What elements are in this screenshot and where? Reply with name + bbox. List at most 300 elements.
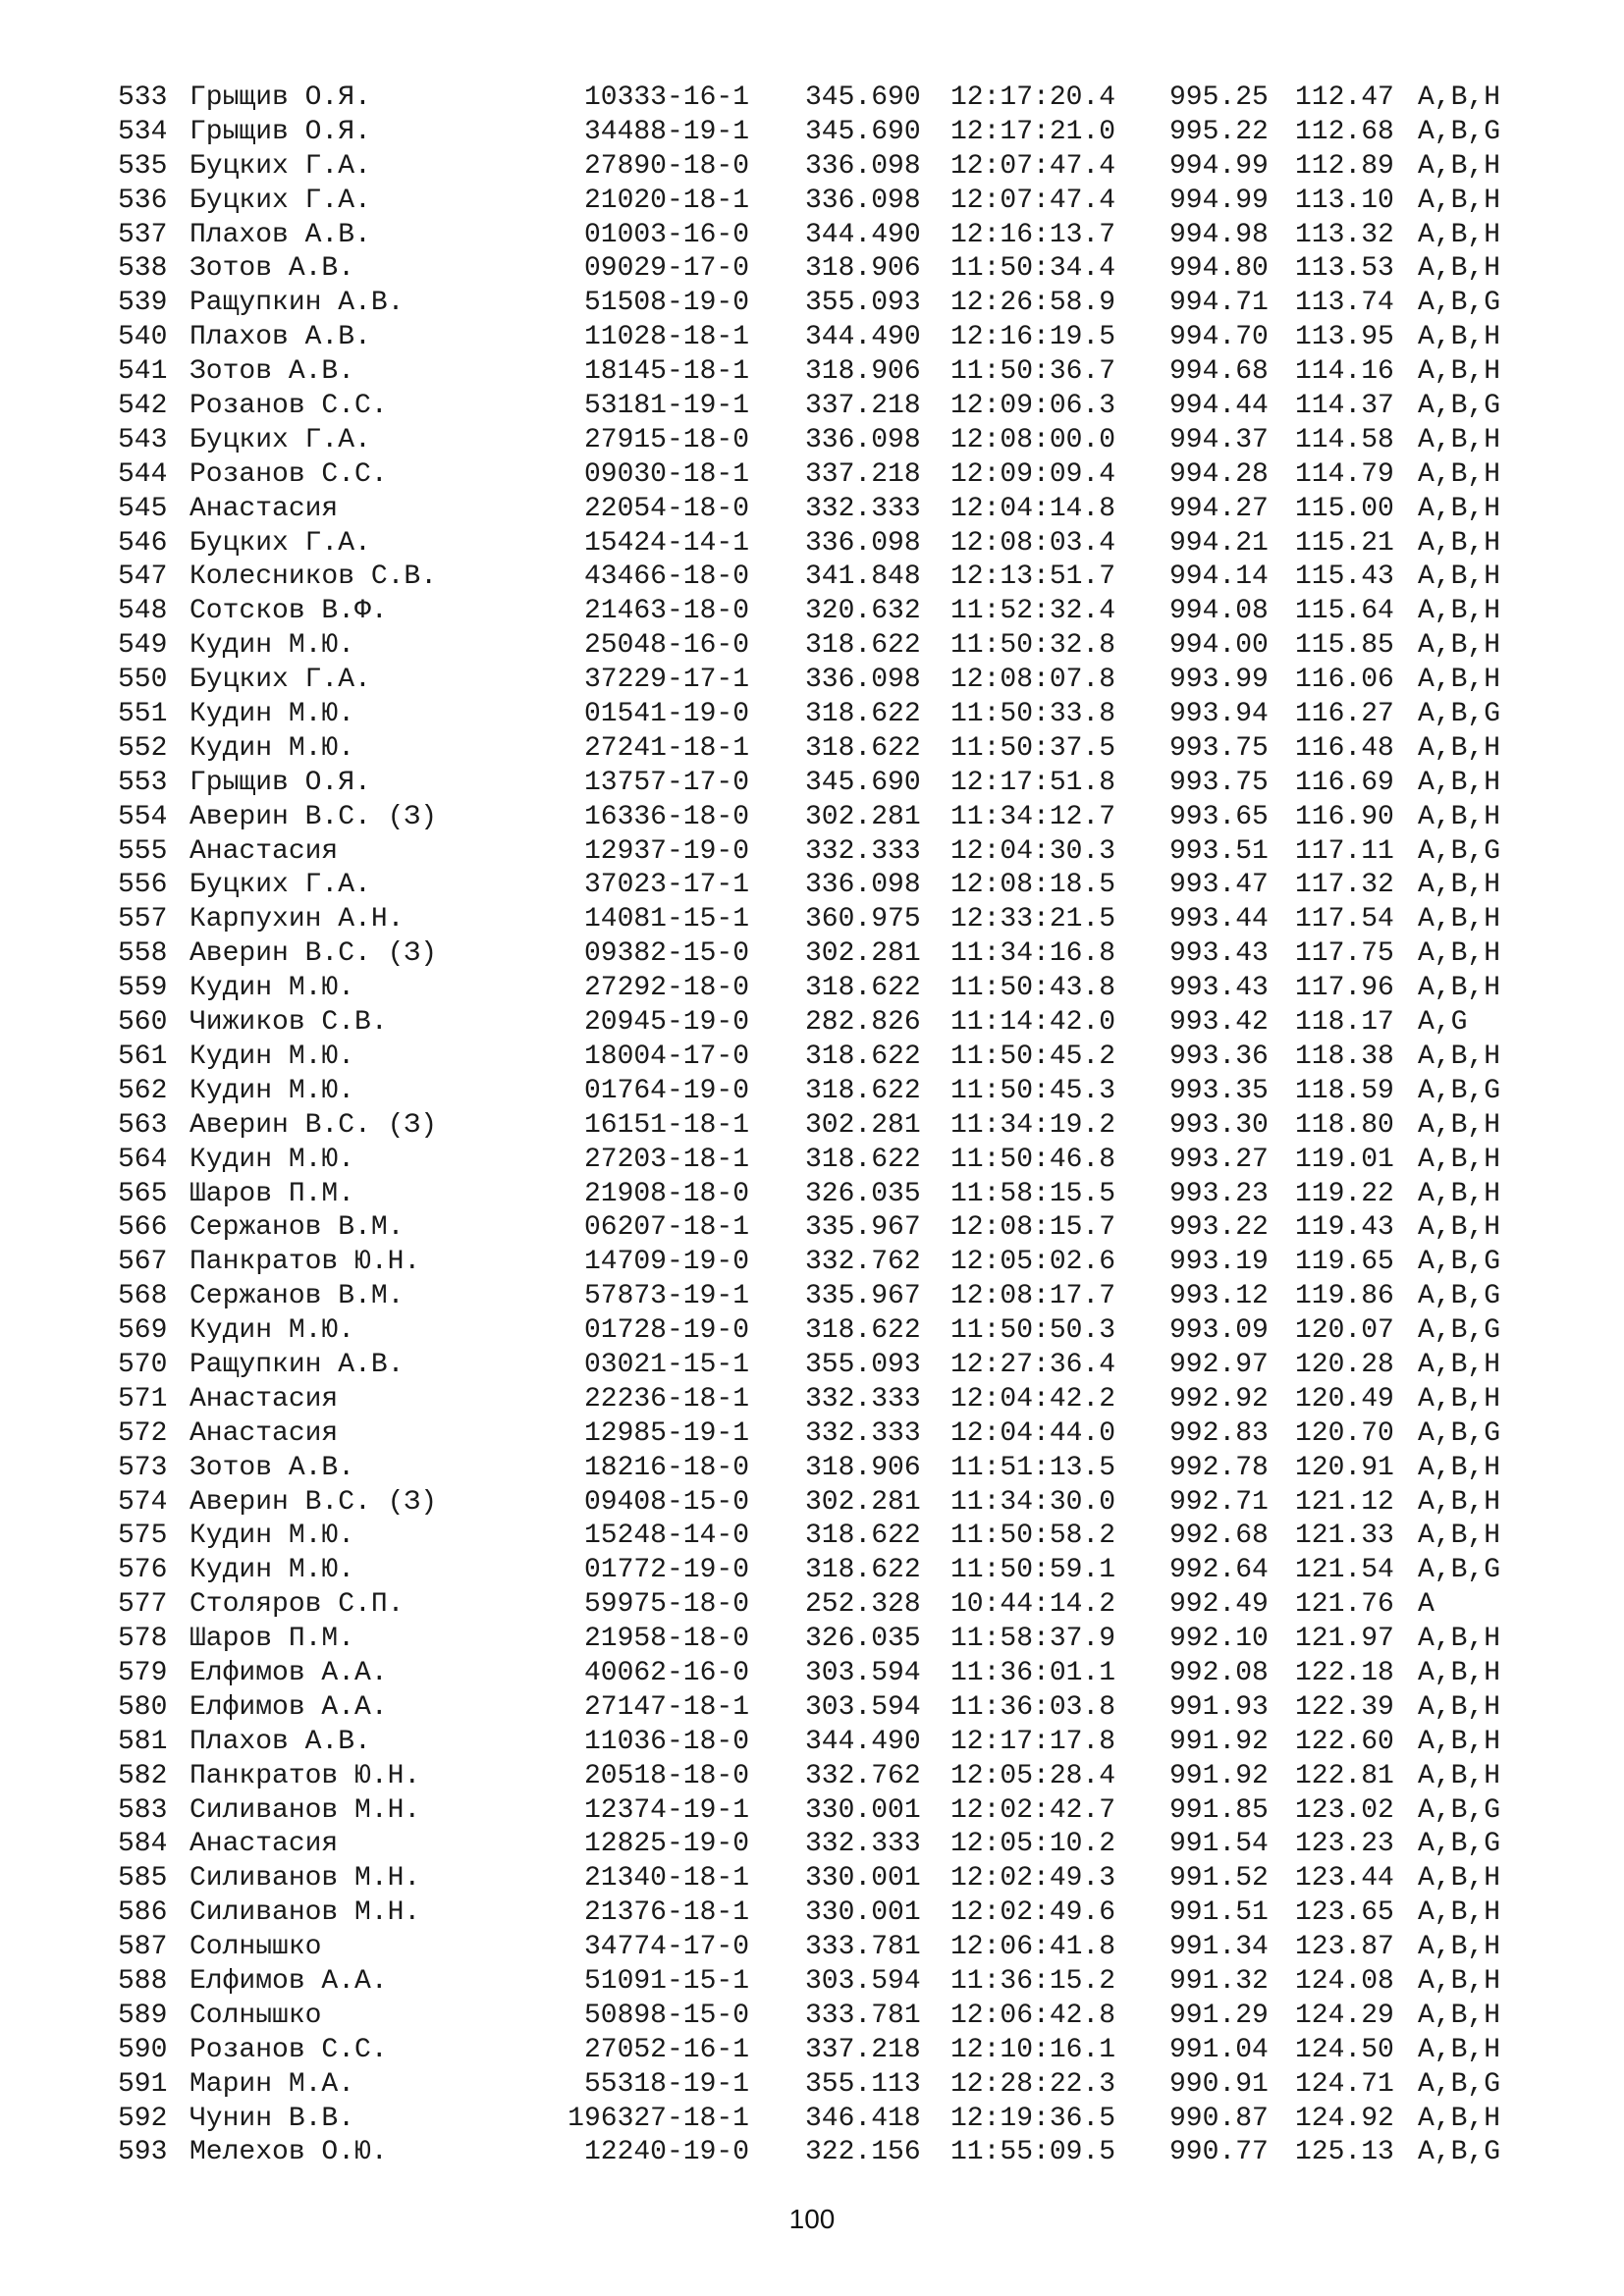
row-number: 555 xyxy=(118,835,168,867)
arrival-time: 12:17:21.0 xyxy=(950,116,1116,147)
participant-name: Силиванов М.Н. xyxy=(189,1863,421,1895)
row-number: 593 xyxy=(118,2137,168,2168)
participant-name: Аверин В.С. (З) xyxy=(189,938,438,970)
distance-value: 303.594 xyxy=(805,1965,921,1997)
distance-value: 355.093 xyxy=(805,1349,921,1380)
table-row xyxy=(0,1862,1624,1896)
ring-id: 196327-18-1 xyxy=(568,2103,749,2134)
speed-value: 991.85 xyxy=(1169,1794,1269,1826)
participant-name: Грыщив О.Я. xyxy=(189,82,371,113)
arrival-time: 10:44:14.2 xyxy=(950,1589,1116,1621)
category-flags: A,B,G xyxy=(1418,391,1501,422)
participant-name: Чижиков С.В. xyxy=(189,1007,388,1039)
arrival-time: 11:36:01.1 xyxy=(950,1657,1116,1688)
coefficient-value: 122.39 xyxy=(1295,1691,1394,1723)
distance-value: 332.333 xyxy=(805,1829,921,1860)
category-flags: A,B,G xyxy=(1418,1417,1501,1449)
row-number: 536 xyxy=(118,185,168,216)
table-row xyxy=(0,1280,1624,1314)
category-flags: A,B,H xyxy=(1418,1041,1501,1072)
coefficient-value: 118.59 xyxy=(1295,1075,1394,1106)
speed-value: 990.77 xyxy=(1169,2137,1269,2168)
participant-name: Анастасия xyxy=(189,493,339,524)
category-flags: A,B,H xyxy=(1418,1383,1501,1415)
page-number: 100 xyxy=(788,2204,836,2234)
speed-value: 991.92 xyxy=(1169,1760,1269,1791)
distance-value: 282.826 xyxy=(805,1007,921,1039)
table-row xyxy=(0,2034,1624,2068)
table-row xyxy=(0,869,1624,903)
category-flags: A,B,H xyxy=(1418,1932,1501,1963)
ring-id: 15248-14-0 xyxy=(583,1521,749,1552)
participant-name: Силиванов М.Н. xyxy=(189,1794,421,1826)
coefficient-value: 121.97 xyxy=(1295,1624,1394,1655)
participant-name: Розанов С.С. xyxy=(189,458,388,490)
row-number: 583 xyxy=(118,1794,168,1826)
table-row xyxy=(0,1041,1624,1075)
table-row xyxy=(0,629,1624,664)
speed-value: 993.99 xyxy=(1169,665,1269,696)
category-flags: A,B,G xyxy=(1418,1075,1501,1106)
table-row xyxy=(0,493,1624,527)
category-flags: A,B,H xyxy=(1418,322,1501,353)
participant-name: Сержанов В.М. xyxy=(189,1212,405,1244)
distance-value: 336.098 xyxy=(805,527,921,559)
coefficient-value: 119.65 xyxy=(1295,1247,1394,1278)
arrival-time: 12:04:14.8 xyxy=(950,493,1116,524)
coefficient-value: 120.91 xyxy=(1295,1452,1394,1483)
row-number: 567 xyxy=(118,1247,168,1278)
table-row xyxy=(0,116,1624,150)
row-number: 541 xyxy=(118,356,168,388)
coefficient-value: 120.49 xyxy=(1295,1383,1394,1415)
ring-id: 25048-16-0 xyxy=(583,630,749,662)
coefficient-value: 114.58 xyxy=(1295,424,1394,455)
row-number: 558 xyxy=(118,938,168,970)
ring-id: 18004-17-0 xyxy=(583,1041,749,1072)
ring-id: 43466-18-0 xyxy=(583,561,749,593)
distance-value: 302.281 xyxy=(805,801,921,832)
arrival-time: 11:50:36.7 xyxy=(950,356,1116,388)
row-number: 582 xyxy=(118,1760,168,1791)
arrival-time: 12:08:15.7 xyxy=(950,1212,1116,1244)
table-row xyxy=(0,1588,1624,1623)
coefficient-value: 123.44 xyxy=(1295,1863,1394,1895)
coefficient-value: 116.27 xyxy=(1295,699,1394,730)
category-flags: A,B,H xyxy=(1418,767,1501,798)
arrival-time: 11:50:43.8 xyxy=(950,973,1116,1004)
category-flags: A,B,G xyxy=(1418,116,1501,147)
participant-name: Анастасия xyxy=(189,1383,339,1415)
table-row xyxy=(0,2068,1624,2103)
participant-name: Кудин М.Ю. xyxy=(189,630,355,662)
distance-value: 336.098 xyxy=(805,665,921,696)
table-row xyxy=(0,1006,1624,1041)
coefficient-value: 115.64 xyxy=(1295,596,1394,627)
coefficient-value: 112.89 xyxy=(1295,150,1394,182)
arrival-time: 12:08:18.5 xyxy=(950,870,1116,901)
distance-value: 336.098 xyxy=(805,870,921,901)
ring-id: 27203-18-1 xyxy=(583,1144,749,1175)
coefficient-value: 113.10 xyxy=(1295,185,1394,216)
speed-value: 993.22 xyxy=(1169,1212,1269,1244)
distance-value: 318.622 xyxy=(805,1315,921,1347)
distance-value: 360.975 xyxy=(805,904,921,935)
ring-id: 55318-19-1 xyxy=(583,2068,749,2100)
arrival-time: 11:50:34.4 xyxy=(950,253,1116,285)
arrival-time: 12:16:19.5 xyxy=(950,322,1116,353)
speed-value: 993.43 xyxy=(1169,973,1269,1004)
table-row xyxy=(0,1965,1624,2000)
arrival-time: 12:27:36.4 xyxy=(950,1349,1116,1380)
distance-value: 333.781 xyxy=(805,2000,921,2031)
distance-value: 344.490 xyxy=(805,1726,921,1757)
table-row xyxy=(0,1794,1624,1829)
coefficient-value: 117.32 xyxy=(1295,870,1394,901)
arrival-time: 12:26:58.9 xyxy=(950,288,1116,319)
row-number: 590 xyxy=(118,2034,168,2065)
coefficient-value: 120.28 xyxy=(1295,1349,1394,1380)
table-row xyxy=(0,1314,1624,1349)
speed-value: 992.08 xyxy=(1169,1657,1269,1688)
distance-value: 332.333 xyxy=(805,493,921,524)
participant-name: Шаров П.М. xyxy=(189,1178,355,1209)
arrival-time: 11:50:46.8 xyxy=(950,1144,1116,1175)
ring-id: 14081-15-1 xyxy=(583,904,749,935)
coefficient-value: 118.38 xyxy=(1295,1041,1394,1072)
arrival-time: 11:58:37.9 xyxy=(950,1624,1116,1655)
category-flags: A,B,H xyxy=(1418,2103,1501,2134)
speed-value: 994.14 xyxy=(1169,561,1269,593)
coefficient-value: 124.29 xyxy=(1295,2000,1394,2031)
category-flags: A,B,H xyxy=(1418,1691,1501,1723)
row-number: 585 xyxy=(118,1863,168,1895)
table-row xyxy=(0,595,1624,629)
row-number: 535 xyxy=(118,150,168,182)
table-row xyxy=(0,219,1624,253)
participant-name: Солнышко xyxy=(189,2000,322,2031)
category-flags: A,B,H xyxy=(1418,493,1501,524)
distance-value: 318.622 xyxy=(805,1144,921,1175)
table-row xyxy=(0,424,1624,458)
participant-name: Грыщив О.Я. xyxy=(189,767,371,798)
row-number: 575 xyxy=(118,1521,168,1552)
ring-id: 12374-19-1 xyxy=(583,1794,749,1826)
arrival-time: 12:05:28.4 xyxy=(950,1760,1116,1791)
table-row xyxy=(0,1144,1624,1178)
table-row xyxy=(0,561,1624,595)
distance-value: 318.622 xyxy=(805,1555,921,1586)
distance-value: 302.281 xyxy=(805,1486,921,1518)
ring-id: 34774-17-0 xyxy=(583,1932,749,1963)
table-row xyxy=(0,355,1624,390)
ring-id: 12240-19-0 xyxy=(583,2137,749,2168)
category-flags: A,B,H xyxy=(1418,732,1501,764)
table-row xyxy=(0,2000,1624,2034)
participant-name: Панкратов Ю.Н. xyxy=(189,1760,421,1791)
distance-value: 318.622 xyxy=(805,1041,921,1072)
participant-name: Буцких Г.А. xyxy=(189,870,371,901)
arrival-time: 11:36:15.2 xyxy=(950,1965,1116,1997)
results-table xyxy=(0,81,1624,2170)
ring-id: 22054-18-0 xyxy=(583,493,749,524)
speed-value: 993.44 xyxy=(1169,904,1269,935)
coefficient-value: 125.13 xyxy=(1295,2137,1394,2168)
speed-value: 994.44 xyxy=(1169,391,1269,422)
ring-id: 16336-18-0 xyxy=(583,801,749,832)
speed-value: 994.99 xyxy=(1169,150,1269,182)
arrival-time: 12:17:51.8 xyxy=(950,767,1116,798)
table-row xyxy=(0,1383,1624,1417)
distance-value: 318.622 xyxy=(805,699,921,730)
speed-value: 993.12 xyxy=(1169,1281,1269,1312)
distance-value: 355.113 xyxy=(805,2068,921,2100)
speed-value: 991.52 xyxy=(1169,1863,1269,1895)
coefficient-value: 116.69 xyxy=(1295,767,1394,798)
arrival-time: 12:17:17.8 xyxy=(950,1726,1116,1757)
category-flags: A,B,H xyxy=(1418,356,1501,388)
category-flags: A,B,H xyxy=(1418,561,1501,593)
arrival-time: 12:17:20.4 xyxy=(950,82,1116,113)
distance-value: 303.594 xyxy=(805,1691,921,1723)
ring-id: 21376-18-1 xyxy=(583,1897,749,1929)
speed-value: 992.10 xyxy=(1169,1624,1269,1655)
distance-value: 345.690 xyxy=(805,767,921,798)
row-number: 571 xyxy=(118,1383,168,1415)
coefficient-value: 119.22 xyxy=(1295,1178,1394,1209)
coefficient-value: 123.23 xyxy=(1295,1829,1394,1860)
speed-value: 995.22 xyxy=(1169,116,1269,147)
table-row xyxy=(0,252,1624,287)
row-number: 587 xyxy=(118,1932,168,1963)
category-flags: A,B,G xyxy=(1418,1281,1501,1312)
arrival-time: 12:09:06.3 xyxy=(950,391,1116,422)
row-number: 545 xyxy=(118,493,168,524)
table-row xyxy=(0,664,1624,698)
ring-id: 09408-15-0 xyxy=(583,1486,749,1518)
category-flags: A,B,G xyxy=(1418,699,1501,730)
table-row xyxy=(0,1623,1624,1657)
distance-value: 345.690 xyxy=(805,116,921,147)
distance-value: 332.762 xyxy=(805,1247,921,1278)
participant-name: Анастасия xyxy=(189,1417,339,1449)
ring-id: 01764-19-0 xyxy=(583,1075,749,1106)
ring-id: 01728-19-0 xyxy=(583,1315,749,1347)
row-number: 592 xyxy=(118,2103,168,2134)
row-number: 543 xyxy=(118,424,168,455)
table-row xyxy=(0,1896,1624,1931)
ring-id: 12825-19-0 xyxy=(583,1829,749,1860)
participant-name: Елфимов А.А. xyxy=(189,1691,388,1723)
ring-id: 09029-17-0 xyxy=(583,253,749,285)
coefficient-value: 117.54 xyxy=(1295,904,1394,935)
speed-value: 991.32 xyxy=(1169,1965,1269,1997)
speed-value: 994.00 xyxy=(1169,630,1269,662)
table-row xyxy=(0,801,1624,835)
row-number: 580 xyxy=(118,1691,168,1723)
coefficient-value: 115.43 xyxy=(1295,561,1394,593)
ring-id: 01003-16-0 xyxy=(583,219,749,250)
distance-value: 326.035 xyxy=(805,1624,921,1655)
coefficient-value: 121.76 xyxy=(1295,1589,1394,1621)
table-row xyxy=(0,1657,1624,1691)
ring-id: 50898-15-0 xyxy=(583,2000,749,2031)
speed-value: 993.51 xyxy=(1169,835,1269,867)
arrival-time: 12:08:17.7 xyxy=(950,1281,1116,1312)
participant-name: Плахов А.В. xyxy=(189,322,371,353)
speed-value: 993.42 xyxy=(1169,1007,1269,1039)
speed-value: 992.64 xyxy=(1169,1555,1269,1586)
table-row xyxy=(0,390,1624,424)
arrival-time: 11:14:42.0 xyxy=(950,1007,1116,1039)
participant-name: Шаров П.М. xyxy=(189,1624,355,1655)
category-flags: A,B,G xyxy=(1418,2137,1501,2168)
speed-value: 994.70 xyxy=(1169,322,1269,353)
row-number: 554 xyxy=(118,801,168,832)
speed-value: 993.94 xyxy=(1169,699,1269,730)
distance-value: 341.848 xyxy=(805,561,921,593)
distance-value: 320.632 xyxy=(805,596,921,627)
arrival-time: 11:36:03.8 xyxy=(950,1691,1116,1723)
coefficient-value: 114.16 xyxy=(1295,356,1394,388)
arrival-time: 12:08:03.4 xyxy=(950,527,1116,559)
coefficient-value: 113.74 xyxy=(1295,288,1394,319)
row-number: 546 xyxy=(118,527,168,559)
ring-id: 15424-14-1 xyxy=(583,527,749,559)
category-flags: A,B,H xyxy=(1418,2000,1501,2031)
category-flags: A,B,H xyxy=(1418,938,1501,970)
speed-value: 994.21 xyxy=(1169,527,1269,559)
row-number: 573 xyxy=(118,1452,168,1483)
distance-value: 336.098 xyxy=(805,424,921,455)
distance-value: 332.762 xyxy=(805,1760,921,1791)
row-number: 576 xyxy=(118,1555,168,1586)
table-row xyxy=(0,1691,1624,1726)
arrival-time: 11:50:37.5 xyxy=(950,732,1116,764)
category-flags: A,B,H xyxy=(1418,973,1501,1004)
row-number: 534 xyxy=(118,116,168,147)
row-number: 579 xyxy=(118,1657,168,1688)
table-row xyxy=(0,1760,1624,1794)
distance-value: 302.281 xyxy=(805,1109,921,1141)
arrival-time: 12:04:30.3 xyxy=(950,835,1116,867)
ring-id: 16151-18-1 xyxy=(583,1109,749,1141)
ring-id: 27147-18-1 xyxy=(583,1691,749,1723)
participant-name: Колесников С.В. xyxy=(189,561,438,593)
speed-value: 991.92 xyxy=(1169,1726,1269,1757)
speed-value: 993.09 xyxy=(1169,1315,1269,1347)
table-row xyxy=(0,2136,1624,2170)
speed-value: 994.71 xyxy=(1169,288,1269,319)
speed-value: 994.80 xyxy=(1169,253,1269,285)
ring-id: 20518-18-0 xyxy=(583,1760,749,1791)
speed-value: 991.54 xyxy=(1169,1829,1269,1860)
distance-value: 303.594 xyxy=(805,1657,921,1688)
participant-name: Солнышко xyxy=(189,1932,322,1963)
arrival-time: 11:34:30.0 xyxy=(950,1486,1116,1518)
table-row xyxy=(0,1726,1624,1760)
table-row xyxy=(0,1109,1624,1144)
ring-id: 14709-19-0 xyxy=(583,1247,749,1278)
category-flags: A,B,G xyxy=(1418,1794,1501,1826)
row-number: 538 xyxy=(118,253,168,285)
ring-id: 34488-19-1 xyxy=(583,116,749,147)
speed-value: 994.98 xyxy=(1169,219,1269,250)
speed-value: 994.99 xyxy=(1169,185,1269,216)
speed-value: 991.51 xyxy=(1169,1897,1269,1929)
participant-name: Кудин М.Ю. xyxy=(189,699,355,730)
category-flags: A,B,H xyxy=(1418,630,1501,662)
row-number: 569 xyxy=(118,1315,168,1347)
category-flags: A,B,H xyxy=(1418,1144,1501,1175)
row-number: 574 xyxy=(118,1486,168,1518)
participant-name: Аверин В.С. (З) xyxy=(189,801,438,832)
arrival-time: 12:06:41.8 xyxy=(950,1932,1116,1963)
speed-value: 992.78 xyxy=(1169,1452,1269,1483)
row-number: 533 xyxy=(118,82,168,113)
distance-value: 302.281 xyxy=(805,938,921,970)
row-number: 560 xyxy=(118,1007,168,1039)
arrival-time: 12:07:47.4 xyxy=(950,185,1116,216)
ring-id: 13757-17-0 xyxy=(583,767,749,798)
row-number: 568 xyxy=(118,1281,168,1312)
coefficient-value: 122.60 xyxy=(1295,1726,1394,1757)
coefficient-value: 115.85 xyxy=(1295,630,1394,662)
coefficient-value: 117.11 xyxy=(1295,835,1394,867)
arrival-time: 12:13:51.7 xyxy=(950,561,1116,593)
row-number: 542 xyxy=(118,391,168,422)
participant-name: Буцких Г.А. xyxy=(189,665,371,696)
coefficient-value: 120.07 xyxy=(1295,1315,1394,1347)
participant-name: Панкратов Ю.Н. xyxy=(189,1247,421,1278)
distance-value: 346.418 xyxy=(805,2103,921,2134)
participant-name: Кудин М.Ю. xyxy=(189,973,355,1004)
speed-value: 994.37 xyxy=(1169,424,1269,455)
participant-name: Елфимов А.А. xyxy=(189,1965,388,1997)
ring-id: 21340-18-1 xyxy=(583,1863,749,1895)
coefficient-value: 113.95 xyxy=(1295,322,1394,353)
arrival-time: 11:52:32.4 xyxy=(950,596,1116,627)
coefficient-value: 112.47 xyxy=(1295,82,1394,113)
distance-value: 337.218 xyxy=(805,2034,921,2065)
coefficient-value: 124.71 xyxy=(1295,2068,1394,2100)
table-row xyxy=(0,527,1624,561)
ring-id: 53181-19-1 xyxy=(583,391,749,422)
coefficient-value: 124.08 xyxy=(1295,1965,1394,1997)
arrival-time: 12:33:21.5 xyxy=(950,904,1116,935)
distance-value: 335.967 xyxy=(805,1281,921,1312)
coefficient-value: 121.33 xyxy=(1295,1521,1394,1552)
participant-name: Плахов А.В. xyxy=(189,1726,371,1757)
category-flags: A,B,G xyxy=(1418,1555,1501,1586)
participant-name: Розанов С.С. xyxy=(189,391,388,422)
participant-name: Анастасия xyxy=(189,835,339,867)
category-flags: A,B,G xyxy=(1418,1829,1501,1860)
distance-value: 332.333 xyxy=(805,1417,921,1449)
ring-id: 27292-18-0 xyxy=(583,973,749,1004)
ring-id: 06207-18-1 xyxy=(583,1212,749,1244)
coefficient-value: 115.21 xyxy=(1295,527,1394,559)
participant-name: Зотов А.В. xyxy=(189,253,355,285)
arrival-time: 12:08:07.8 xyxy=(950,665,1116,696)
category-flags: A,B,H xyxy=(1418,665,1501,696)
ring-id: 03021-15-1 xyxy=(583,1349,749,1380)
distance-value: 318.622 xyxy=(805,732,921,764)
arrival-time: 11:50:32.8 xyxy=(950,630,1116,662)
speed-value: 993.47 xyxy=(1169,870,1269,901)
category-flags: A,B,H xyxy=(1418,219,1501,250)
table-row xyxy=(0,1178,1624,1212)
